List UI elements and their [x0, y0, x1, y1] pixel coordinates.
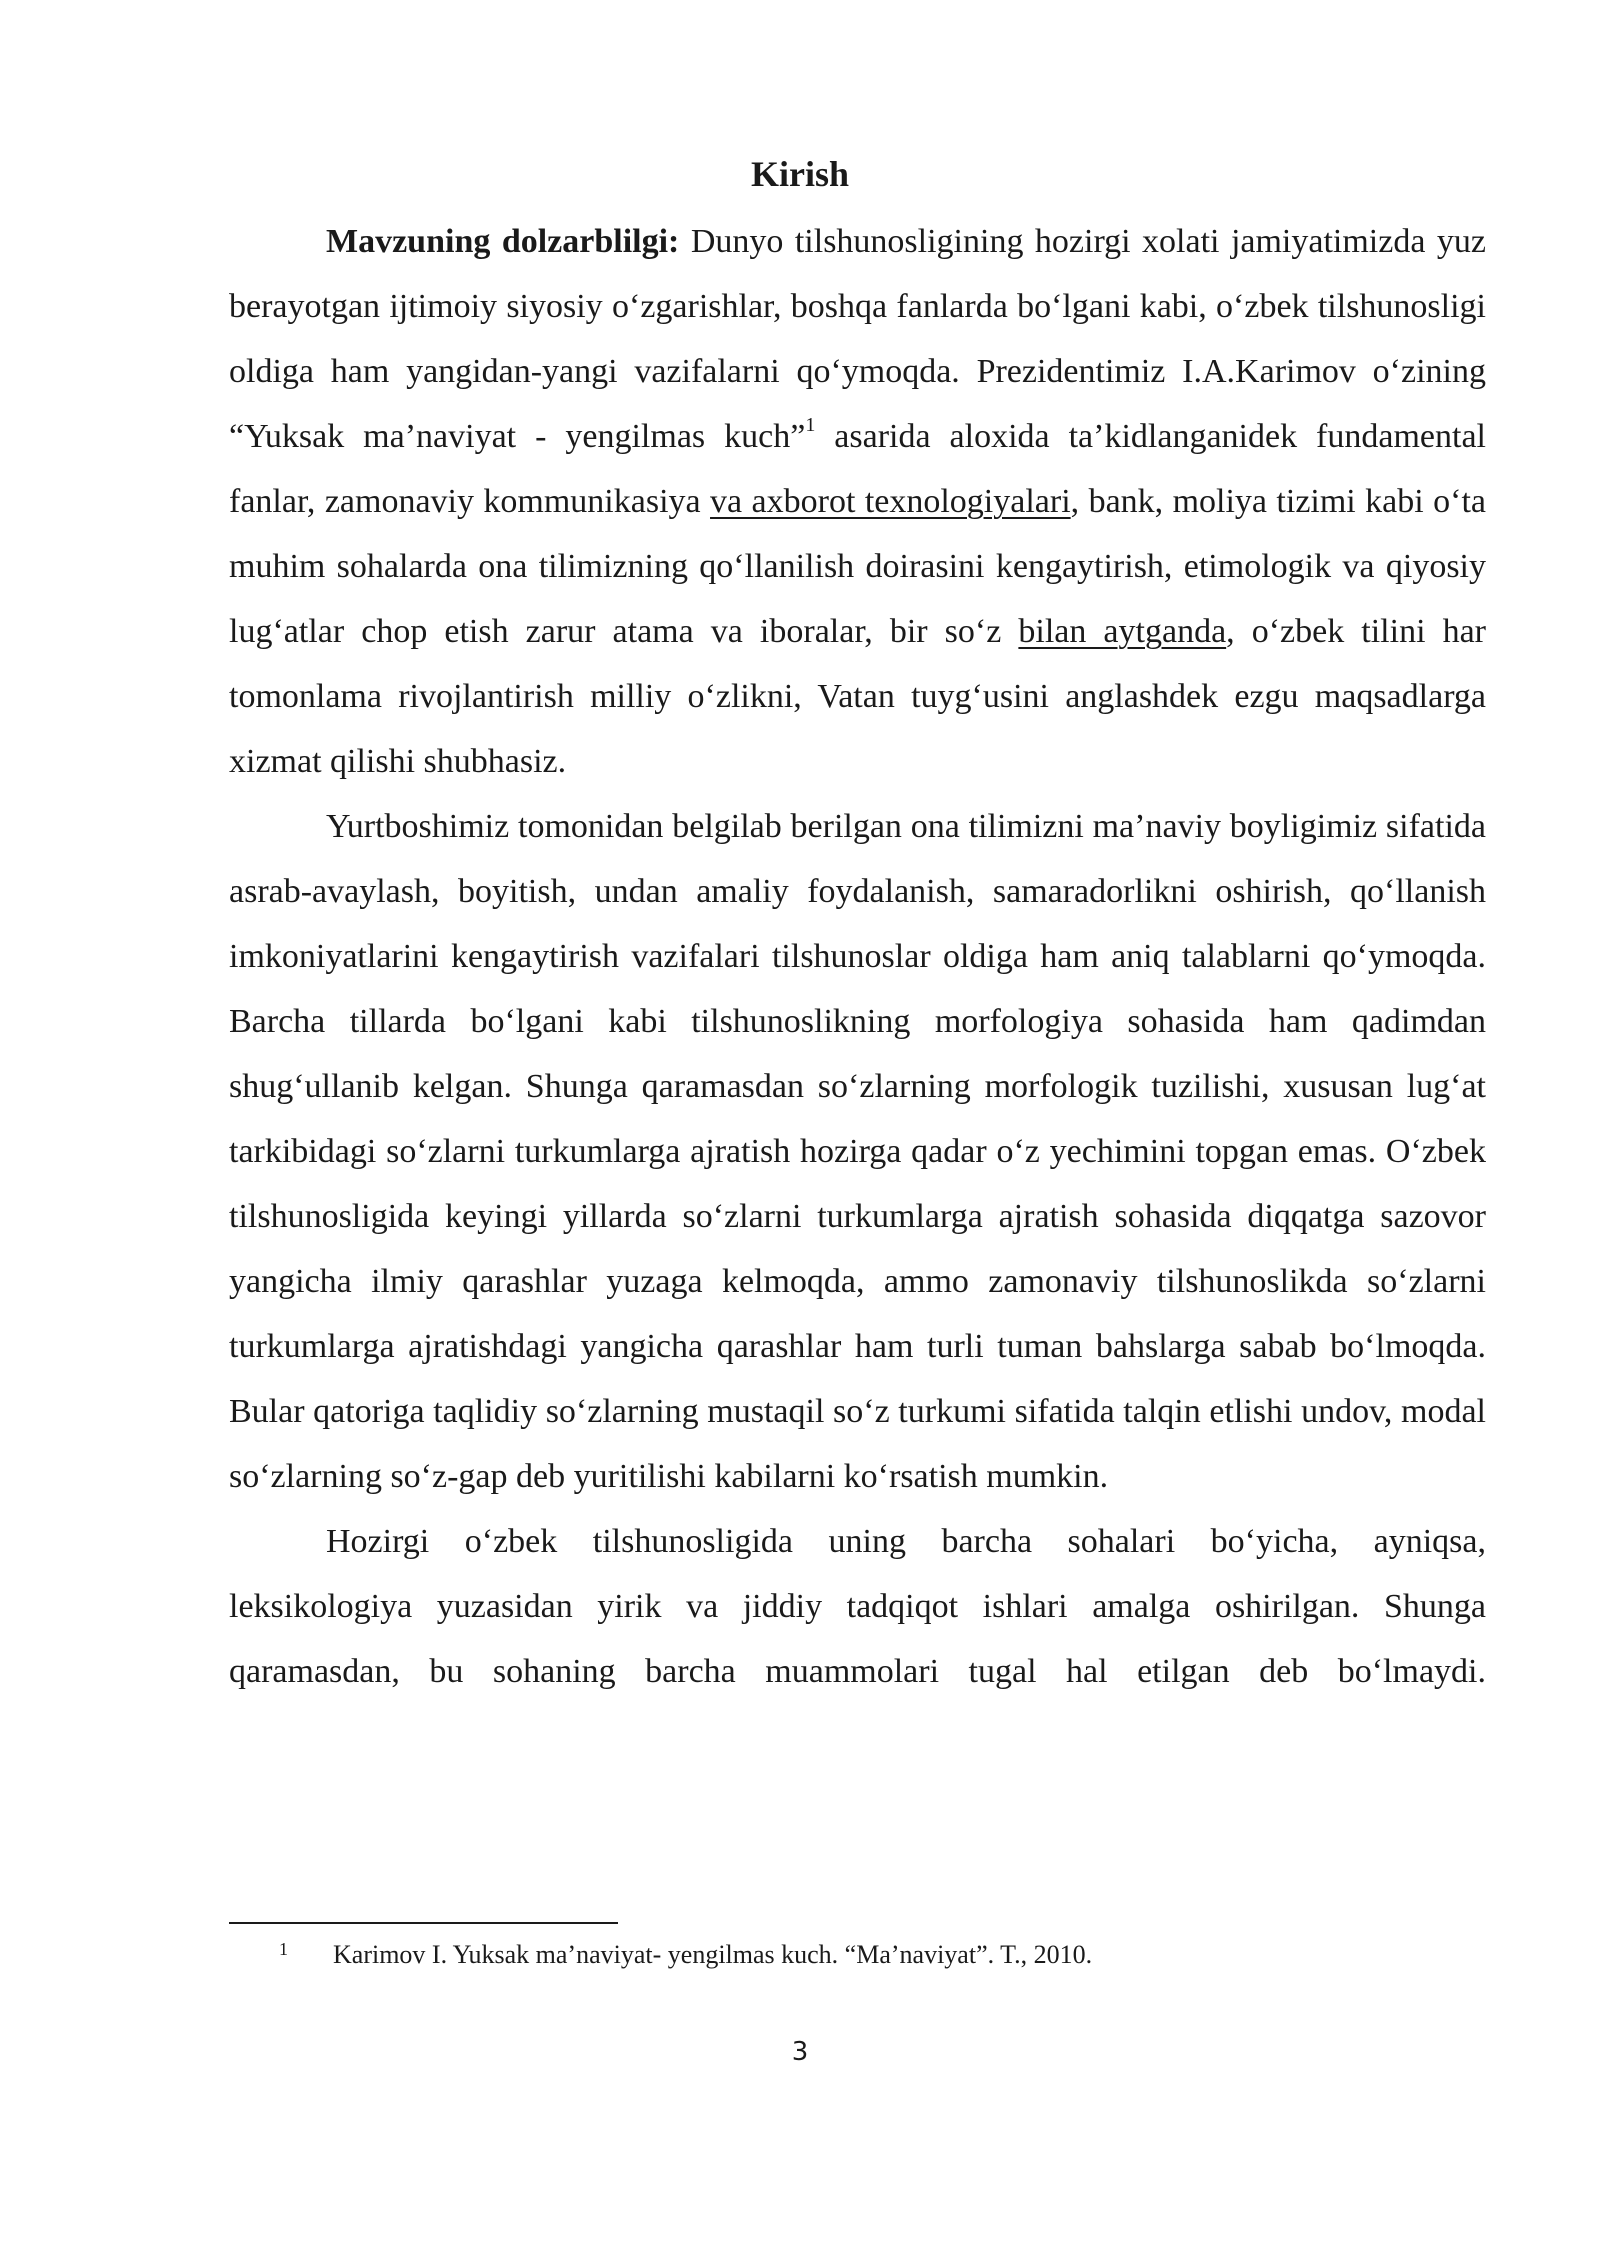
paragraph-lexicology: Hozirgi o‘zbek tilshunosligida uning barcha sohalari bo‘yicha, ayniqsa, leksikologiya yuzasidan yirik va jiddiy tadqiqot ishlari amalga oshirilgan. Shunga qaramasdan, bu sohaning barcha muammolari tugal hal etilgan deb bo‘lmaydi.: [229, 1523, 1486, 1690]
footnote-separator: [229, 1922, 618, 1924]
section-title: Kirish: [750, 154, 849, 194]
body-text: [229, 209, 1486, 1704]
paragraph-text: asarida aloxida ta’kidlanganidek fundamental fanlar, zamonaviy kommunikasiya: [229, 418, 1486, 520]
underlined-text: bilan aytganda: [1018, 613, 1227, 650]
paragraph-lead: Mavzuning dolzarblilgi:: [326, 223, 680, 260]
footnote-mark: 1: [279, 1939, 288, 1959]
underlined-text: va axborot texnologiyalari: [710, 483, 1071, 520]
footnote-text: Karimov I. Yuksak ma’naviyat- yengilmas kuch. “Ma’naviyat”. T., 2010.: [333, 1940, 1093, 1969]
paragraph-morphology: Yurtboshimiz tomonidan belgilab berilgan ona tilimizni ma’naviy boyligimiz sifatida asrab-avaylash, boyitish, undan amaliy foydalanish, samaradorlikni oshirish, qo‘llanish imkoniyatlarini kengaytirish vazifalari tilshunoslar oldiga ham aniq talablarni qo‘ymoqda. Barcha tillarda bo‘lgani kabi tilshunoslikning morfologiya sohasida ham qadimdan shug‘ullanib kelgan. Shunga qaramasdan so‘zlarning morfologik tuzilishi, xususan lug‘at tarkibidagi so‘zlarni turkumlarga ajratish hozirga qadar o‘z yechimini topgan emas. O‘zbek tilshunosligida keyingi yillarda so‘zlarni turkumlarga ajratish sohasida diqqatga sazovor yangicha ilmiy qarashlar yuzaga kelmoqda, ammo zamonaviy tilshunoslikda so‘zlarni turkumlarga ajratishdagi yangicha qarashlar ham turli tuman bahslarga sabab bo‘lmoqda. Bular qatoriga taqlidiy so‘zlarning mustaqil so‘z turkumi sifatida talqin etlishi undov, modal so‘zlarning so‘z-gap deb yuritilishi kabilarni ko‘rsatish mumkin.: [229, 808, 1486, 1495]
paragraph-text: Dunyo tilshunosligining hozirgi xolati jamiyatimizda yuz berayotgan ijtimoiy siyosiy o‘zgarishlar, boshqa fanlarda bo‘lgani kabi, o‘zbek tilshunosligi oldiga ham yangidan-yangi vazifalarni qo‘ymoqda. Prezidentimiz I.A.Karimov o‘zining “Yuksak ma’naviyat - yengilmas kuch”: [229, 223, 1486, 455]
paragraph-text: , bank, moliya tizimi kabi o‘ta muhim sohalarda ona tilimizning qo‘llanilish doirasini kengaytirish, etimologik va qiyosiy lug‘atlar chop etish zarur atama va iboralar, bir so‘z: [229, 483, 1486, 650]
paragraph-text: , o‘zbek tilini har tomonlama rivojlantirish milliy o‘zlikni, Vatan tuyg‘usini anglashdek ezgu maqsadlarga xizmat qilishi shubhasiz.: [229, 613, 1486, 780]
footnote-reference[interactable]: 1: [805, 413, 816, 436]
page-number: 3: [791, 2037, 809, 2067]
paragraph-relevance: [229, 209, 1486, 794]
